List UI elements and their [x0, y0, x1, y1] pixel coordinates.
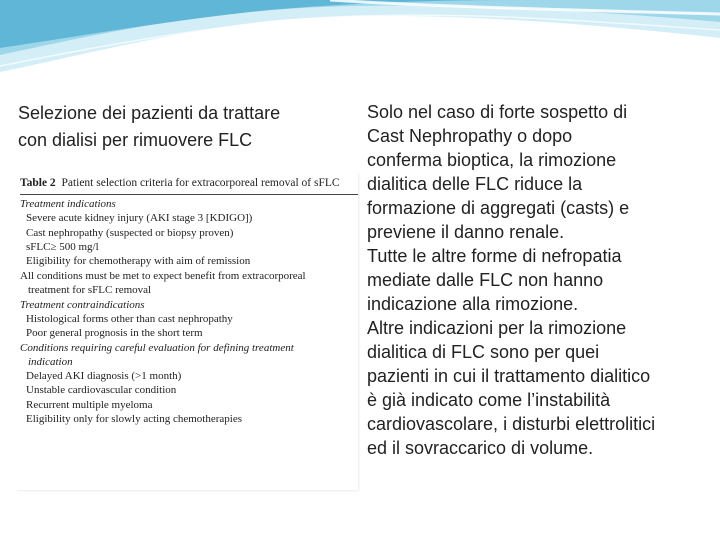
- table-row: Cast nephropathy (suspected or biopsy proven): [26, 226, 234, 239]
- body-text-line: cardiovascolare, i disturbi elettrolitici: [367, 414, 656, 434]
- body-text-line: dialitica delle FLC riduce la: [367, 174, 583, 194]
- body-text-line: formazione di aggregati (casts) e: [367, 198, 630, 218]
- table-rule: [20, 194, 358, 195]
- body-text-line: conferma bioptica, la rimozione: [367, 150, 617, 170]
- table-caption: [16, 172, 358, 194]
- table-caption-label: Table 2: [20, 177, 56, 189]
- body-text-line: mediate dalle FLC non hanno: [367, 270, 604, 290]
- body-text-line: indicazione alla rimozione.: [367, 294, 579, 314]
- table-row: Poor general prognosis in the short term: [26, 327, 203, 340]
- table-section-heading: Treatment indications: [20, 198, 116, 210]
- table-row: Severe acute kidney injury (AKI stage 3 [KDIGO]): [26, 212, 253, 225]
- table-row: Histological forms other than cast nephropathy: [26, 312, 233, 325]
- table-row: Recurrent multiple myeloma: [26, 398, 153, 411]
- body-text-line: è già indicato come l’instabilità: [367, 390, 611, 410]
- table-row: Eligibility only for slowly acting chemotherapies: [26, 413, 242, 426]
- table-row: Delayed AKI diagnosis (>1 month): [26, 370, 182, 383]
- table-section-heading: Conditions requiring careful evaluation for defining treatment: [20, 341, 294, 354]
- table-caption-text: Patient selection criteria for extracorporeal removal of sFLC: [61, 177, 340, 189]
- table-row: Eligibility for chemotherapy with aim of remission: [26, 255, 251, 268]
- table-row: sFLC≥ 500 mg/l: [26, 241, 99, 254]
- table-section-heading: Treatment contraindications: [20, 298, 145, 311]
- left-heading: [18, 100, 348, 154]
- left-heading-line-1: Selezione dei pazienti da trattare: [18, 103, 281, 123]
- body-text-line: Tutte le altre forme di nefropatia: [367, 246, 622, 266]
- criteria-table-image: [16, 172, 358, 490]
- left-heading-line-2: con dialisi per rimuovere FLC: [18, 130, 253, 150]
- body-text-line: previene il danno renale.: [367, 222, 565, 242]
- body-text-line: ed il sovraccarico di volume.: [367, 438, 594, 458]
- table-section-heading: indication: [28, 355, 73, 368]
- body-text-line: Altre indicazioni per la rimozione: [367, 318, 627, 338]
- table-note: All conditions must be met to expect benefit from extracorporeal: [20, 269, 306, 282]
- header-wave-decoration: [0, 0, 720, 90]
- table-row: Unstable cardiovascular condition: [26, 384, 177, 397]
- table-rows: [16, 197, 358, 427]
- body-text-line: dialitica di FLC sono per quei: [367, 342, 600, 362]
- right-body-text: [367, 100, 707, 460]
- body-text-line: Solo nel caso di forte sospetto di: [367, 102, 628, 122]
- table-note-continued: treatment for sFLC removal: [28, 284, 152, 297]
- body-text-line: Cast Nephropathy o dopo: [367, 126, 573, 146]
- body-text-line: pazienti in cui il trattamento dialitico: [367, 366, 651, 386]
